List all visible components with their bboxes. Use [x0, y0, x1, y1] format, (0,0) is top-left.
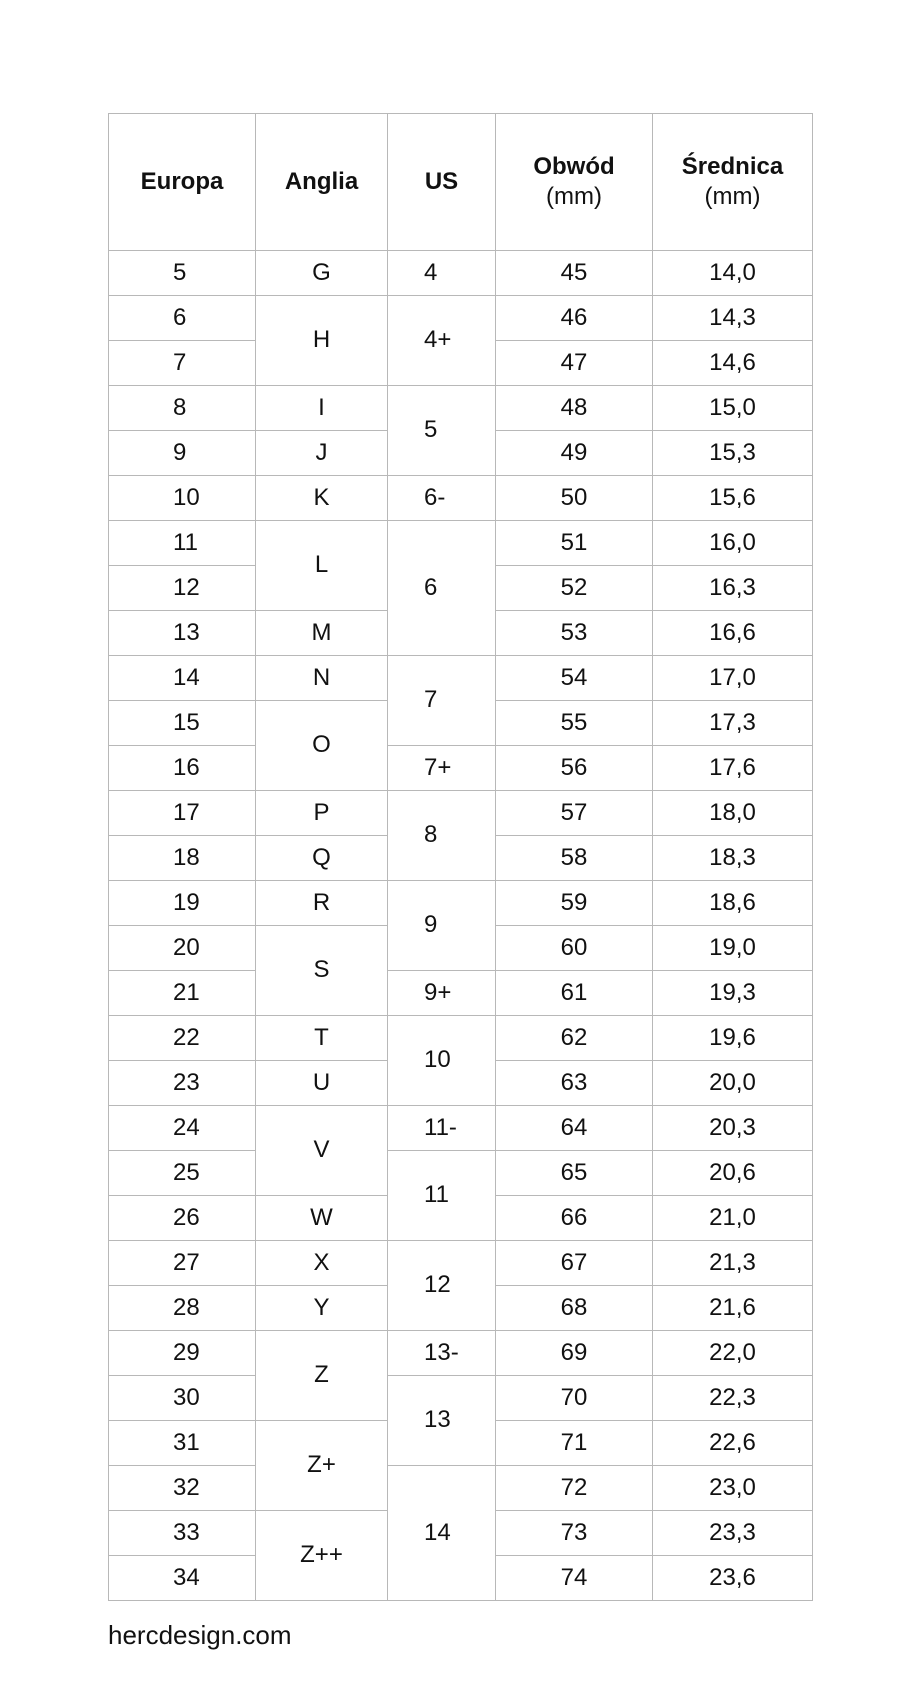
header-us [388, 114, 496, 251]
cell-europa: 8 [109, 386, 256, 431]
table-row [109, 746, 813, 791]
cell-anglia: U [256, 1061, 388, 1106]
table-row [109, 521, 813, 566]
cell-us: 8 [388, 791, 496, 881]
cell-obwod: 64 [496, 1106, 653, 1151]
cell-obwod: 62 [496, 1016, 653, 1061]
footer-site-url: hercdesign.com [108, 1620, 292, 1650]
cell-anglia: Q [256, 836, 388, 881]
cell-obwod: 67 [496, 1241, 653, 1286]
cell-srednica: 21,3 [653, 1241, 813, 1286]
table-row [109, 1016, 813, 1061]
table-row [109, 1466, 813, 1511]
cell-us: 10 [388, 1016, 496, 1106]
cell-europa: 15 [109, 701, 256, 746]
cell-srednica: 19,6 [653, 1016, 813, 1061]
table-body [109, 251, 813, 1601]
cell-anglia: Y [256, 1286, 388, 1331]
cell-us: 5 [388, 386, 496, 476]
cell-obwod: 55 [496, 701, 653, 746]
cell-obwod: 52 [496, 566, 653, 611]
header-obwod-label: Obwód [533, 152, 615, 180]
cell-anglia: X [256, 1241, 388, 1286]
cell-obwod: 47 [496, 341, 653, 386]
cell-obwod: 71 [496, 1421, 653, 1466]
cell-us: 4 [388, 251, 496, 296]
table-row [109, 656, 813, 701]
cell-obwod: 66 [496, 1196, 653, 1241]
cell-srednica: 18,0 [653, 791, 813, 836]
cell-srednica: 14,0 [653, 251, 813, 296]
cell-europa: 27 [109, 1241, 256, 1286]
cell-europa: 20 [109, 926, 256, 971]
header-us-label: US [424, 167, 459, 195]
cell-europa: 24 [109, 1106, 256, 1151]
cell-obwod: 72 [496, 1466, 653, 1511]
cell-obwod: 58 [496, 836, 653, 881]
cell-obwod: 51 [496, 521, 653, 566]
cell-europa: 10 [109, 476, 256, 521]
header-anglia-label: Anglia [284, 167, 359, 195]
cell-anglia: Z [256, 1331, 388, 1421]
cell-srednica: 20,6 [653, 1151, 813, 1196]
table-row [109, 1241, 813, 1286]
cell-us: 12 [388, 1241, 496, 1331]
cell-srednica: 23,3 [653, 1511, 813, 1556]
cell-srednica: 17,3 [653, 701, 813, 746]
cell-srednica: 18,6 [653, 881, 813, 926]
cell-anglia: Z++ [256, 1511, 388, 1601]
header-srednica-unit: (mm) [704, 183, 761, 210]
cell-europa: 21 [109, 971, 256, 1016]
cell-anglia: G [256, 251, 388, 296]
cell-anglia: I [256, 386, 388, 431]
table-row [109, 1376, 813, 1421]
cell-europa: 5 [109, 251, 256, 296]
cell-obwod: 48 [496, 386, 653, 431]
cell-obwod: 68 [496, 1286, 653, 1331]
cell-srednica: 20,0 [653, 1061, 813, 1106]
cell-anglia: O [256, 701, 388, 791]
cell-us: 6 [388, 521, 496, 656]
cell-srednica: 23,6 [653, 1556, 813, 1601]
cell-europa: 19 [109, 881, 256, 926]
cell-anglia: W [256, 1196, 388, 1241]
cell-europa: 12 [109, 566, 256, 611]
cell-europa: 33 [109, 1511, 256, 1556]
cell-europa: 17 [109, 791, 256, 836]
cell-europa: 31 [109, 1421, 256, 1466]
table-row [109, 1106, 813, 1151]
cell-srednica: 23,0 [653, 1466, 813, 1511]
table-row [109, 881, 813, 926]
cell-europa: 32 [109, 1466, 256, 1511]
cell-anglia: R [256, 881, 388, 926]
cell-srednica: 21,0 [653, 1196, 813, 1241]
cell-srednica: 15,6 [653, 476, 813, 521]
table-header [109, 114, 813, 251]
cell-us: 11- [388, 1106, 496, 1151]
cell-srednica: 22,3 [653, 1376, 813, 1421]
cell-srednica: 15,3 [653, 431, 813, 476]
header-row [109, 114, 813, 251]
cell-obwod: 59 [496, 881, 653, 926]
cell-obwod: 46 [496, 296, 653, 341]
cell-srednica: 19,0 [653, 926, 813, 971]
cell-anglia: Z+ [256, 1421, 388, 1511]
cell-europa: 28 [109, 1286, 256, 1331]
cell-srednica: 14,6 [653, 341, 813, 386]
cell-us: 4+ [388, 296, 496, 386]
cell-obwod: 53 [496, 611, 653, 656]
cell-europa: 14 [109, 656, 256, 701]
cell-us: 7 [388, 656, 496, 746]
table-row [109, 296, 813, 341]
header-europa-label: Europa [140, 167, 224, 195]
cell-anglia: J [256, 431, 388, 476]
table-row [109, 476, 813, 521]
cell-srednica: 16,6 [653, 611, 813, 656]
cell-europa: 34 [109, 1556, 256, 1601]
cell-anglia: T [256, 1016, 388, 1061]
table-row [109, 971, 813, 1016]
cell-obwod: 73 [496, 1511, 653, 1556]
cell-srednica: 22,6 [653, 1421, 813, 1466]
cell-europa: 9 [109, 431, 256, 476]
cell-us: 9+ [388, 971, 496, 1016]
cell-europa: 23 [109, 1061, 256, 1106]
ring-size-table [108, 113, 813, 1601]
cell-srednica: 22,0 [653, 1331, 813, 1376]
cell-us: 13 [388, 1376, 496, 1466]
cell-obwod: 65 [496, 1151, 653, 1196]
cell-us: 13- [388, 1331, 496, 1376]
cell-obwod: 57 [496, 791, 653, 836]
cell-europa: 25 [109, 1151, 256, 1196]
cell-srednica: 15,0 [653, 386, 813, 431]
cell-anglia: S [256, 926, 388, 1016]
cell-srednica: 17,0 [653, 656, 813, 701]
cell-europa: 18 [109, 836, 256, 881]
cell-obwod: 49 [496, 431, 653, 476]
table-row [109, 791, 813, 836]
cell-us: 14 [388, 1466, 496, 1601]
header-anglia [256, 114, 388, 251]
cell-anglia: V [256, 1106, 388, 1196]
header-srednica-label: Średnica [681, 152, 784, 180]
cell-obwod: 70 [496, 1376, 653, 1421]
cell-anglia: L [256, 521, 388, 611]
cell-anglia: N [256, 656, 388, 701]
cell-srednica: 16,3 [653, 566, 813, 611]
cell-europa: 13 [109, 611, 256, 656]
cell-us: 7+ [388, 746, 496, 791]
cell-srednica: 16,0 [653, 521, 813, 566]
cell-obwod: 45 [496, 251, 653, 296]
header-obwod-unit: (mm) [546, 183, 602, 210]
cell-europa: 22 [109, 1016, 256, 1061]
cell-europa: 6 [109, 296, 256, 341]
cell-anglia: K [256, 476, 388, 521]
cell-obwod: 74 [496, 1556, 653, 1601]
cell-europa: 16 [109, 746, 256, 791]
cell-srednica: 18,3 [653, 836, 813, 881]
cell-anglia: H [256, 296, 388, 386]
table-row [109, 251, 813, 296]
cell-srednica: 20,3 [653, 1106, 813, 1151]
cell-us: 11 [388, 1151, 496, 1241]
cell-anglia: P [256, 791, 388, 836]
table-row [109, 1151, 813, 1196]
table-row [109, 386, 813, 431]
cell-obwod: 69 [496, 1331, 653, 1376]
cell-obwod: 56 [496, 746, 653, 791]
cell-europa: 26 [109, 1196, 256, 1241]
header-europa [109, 114, 256, 251]
cell-obwod: 60 [496, 926, 653, 971]
cell-obwod: 63 [496, 1061, 653, 1106]
cell-europa: 7 [109, 341, 256, 386]
cell-srednica: 14,3 [653, 296, 813, 341]
cell-us: 9 [388, 881, 496, 971]
cell-us: 6- [388, 476, 496, 521]
cell-europa: 30 [109, 1376, 256, 1421]
cell-srednica: 19,3 [653, 971, 813, 1016]
cell-obwod: 61 [496, 971, 653, 1016]
cell-anglia: M [256, 611, 388, 656]
cell-obwod: 54 [496, 656, 653, 701]
header-srednica [653, 114, 813, 251]
cell-europa: 11 [109, 521, 256, 566]
cell-obwod: 50 [496, 476, 653, 521]
cell-srednica: 17,6 [653, 746, 813, 791]
header-obwod [496, 114, 653, 251]
table-row [109, 1331, 813, 1376]
cell-europa: 29 [109, 1331, 256, 1376]
cell-srednica: 21,6 [653, 1286, 813, 1331]
